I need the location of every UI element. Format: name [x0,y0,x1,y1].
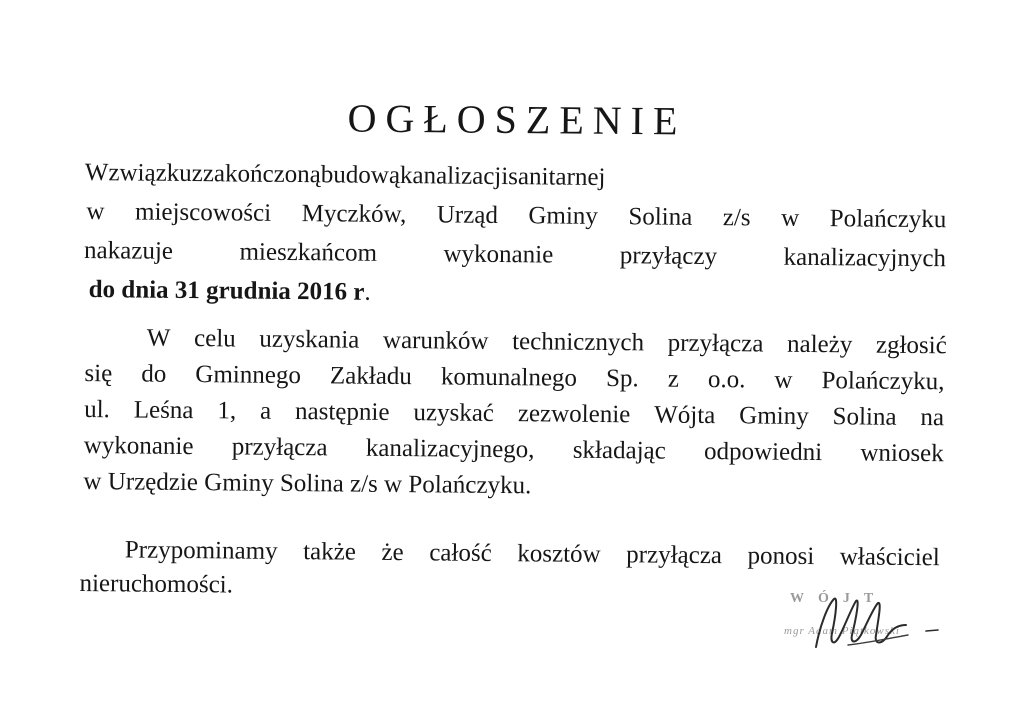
word: wniosek [860,439,944,468]
word: Polańczyku, [821,367,945,396]
paragraph-1-line-4 [89,274,371,309]
announcement-title: OGŁOSZENIE [347,95,687,144]
word: wykonanie [443,240,554,269]
word: na [920,404,945,432]
word: Przypominamy [124,536,278,565]
word: Gminy [739,402,809,430]
word: także [303,538,357,566]
word: a [259,397,272,425]
word: 1, [217,397,237,425]
paragraph-1-line-1 [85,157,606,194]
word: technicznych [512,328,645,357]
word: komunalnego [440,363,578,392]
paragraph-2-line-4 [84,430,944,470]
paragraph-1-line-3 [84,235,946,275]
word: przyłączy [619,242,718,271]
word: W [84,158,109,187]
word: zezwolenie [517,400,631,429]
word: ul. [84,395,110,424]
paragraph-2-line-3 [84,394,944,434]
word: kanalizacyjnego, [365,434,535,464]
word: że [381,538,404,567]
word: celu [193,325,236,353]
word: Gminy [528,202,599,230]
word: ponosi [747,542,815,571]
deadline-period: . [364,278,371,306]
word: zakończoną [202,160,321,189]
paragraph-3-line-1 [125,534,940,574]
word: Solina [628,203,693,231]
word: Wójta [654,401,716,430]
deadline-text: do dnia 31 grudnia 2016 r [88,276,365,306]
word: przyłącza [231,433,328,462]
word: z/s [722,204,751,232]
word: Leśna [133,396,194,425]
word: w [774,366,793,394]
paragraph-2-line-1 [147,323,947,363]
word: Myczków, [301,200,407,229]
word: budową [320,161,401,190]
word: właściciel [839,543,940,572]
signature-stamp [776,585,956,665]
word: należy [786,330,853,359]
word: składając [572,436,666,465]
word: w [781,204,800,232]
word: w [86,198,105,226]
word: Gminnego [195,361,302,390]
word: mieszkańcom [239,238,378,267]
word: uzyskania [259,325,360,354]
handwritten-signature [776,585,956,665]
word: Zakładu [329,362,413,391]
word: kanalizacji [399,162,509,191]
word: zgłosić [875,331,947,360]
paragraph-2-line-2 [84,358,944,398]
word: związku [108,159,192,188]
word: o.o. [707,365,746,394]
word: kanalizacyjnych [783,243,947,273]
word: Solina [832,403,897,431]
word: warunków [382,326,489,355]
word: przyłącza [667,329,764,358]
word: nakazuje [83,236,174,265]
word: Urząd [436,201,499,229]
word: miejscowości [134,198,272,227]
paragraph-3-line-2: nieruchomości. [79,569,234,599]
paragraph-1 [83,157,947,306]
word: z [667,365,679,393]
stamp-name: mgr Adam Piątkowski [784,625,900,637]
paragraph-2 [83,322,947,500]
word: Sp. [605,365,639,393]
word: Polańczyku [829,205,947,234]
word: przyłącza [626,541,723,570]
word: W [146,324,171,352]
word: z [191,160,203,188]
paragraph-1-line-2 [86,196,946,236]
word: odpowiedni [703,437,823,467]
word: sanitarnej [508,163,606,191]
word: uzyskać [413,399,495,427]
paragraph-2-line-5: w Urzędzie Gminy Solina z/s w Polańczyku. [83,467,532,500]
word: się [84,359,113,388]
word: całość [429,539,492,567]
word: wykonanie [83,431,194,461]
stamp-title: WÓJT [790,591,888,606]
word: do [141,360,167,388]
word: kosztów [517,540,601,568]
word: następnie [294,398,390,426]
